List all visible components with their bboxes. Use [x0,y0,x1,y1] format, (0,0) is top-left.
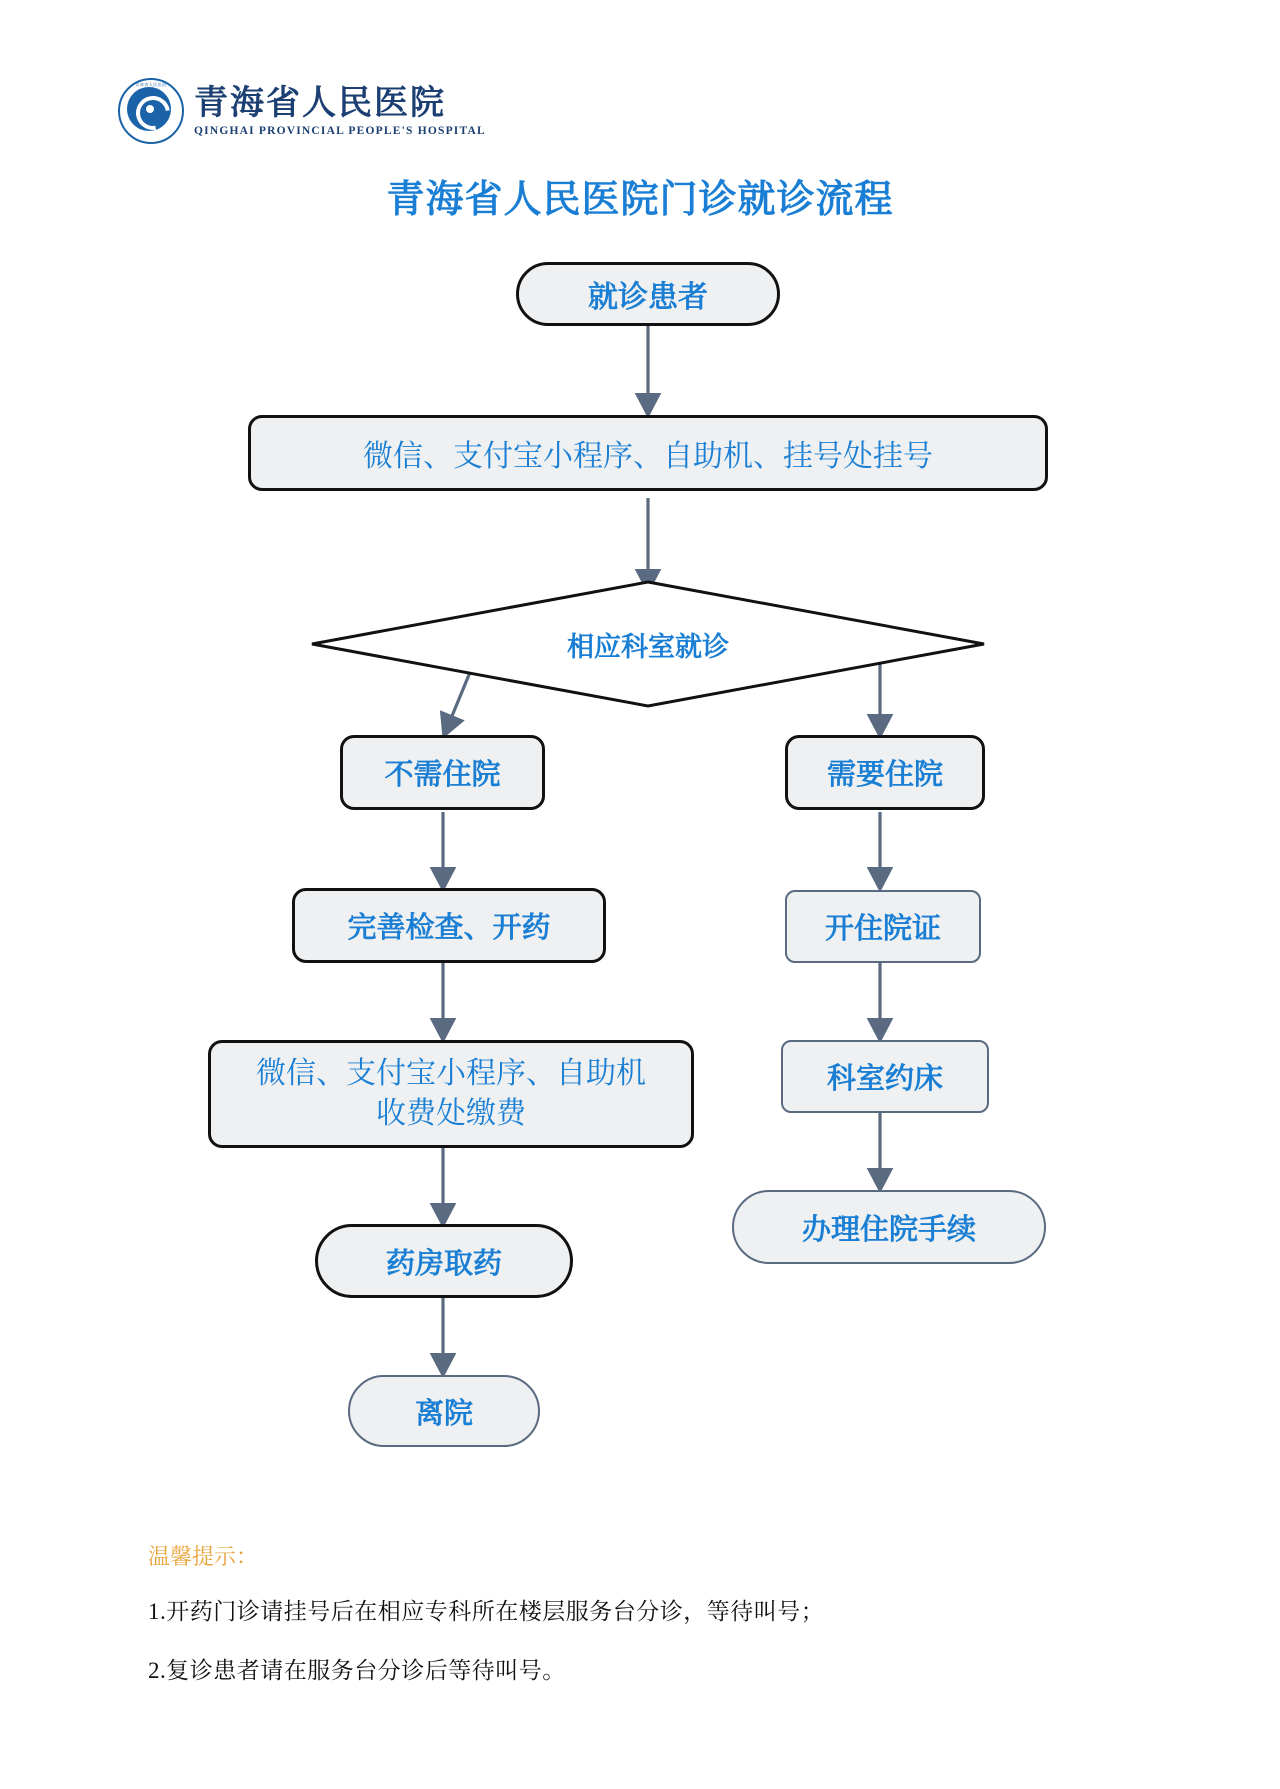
flow-node-label: 相应科室就诊 [567,631,729,662]
flow-node-label: 开住院证 [824,913,941,945]
flow-node-admission-procedure[interactable] [732,1190,1046,1264]
page-title: 青海省人民医院门诊就诊流程 [386,179,894,221]
flow-node-label: 药房取药 [385,1247,502,1280]
flow-node-label: 离院 [414,1397,473,1430]
flow-node-exam[interactable] [292,888,606,963]
flow-node-label: 不需住院 [384,759,501,791]
note-line-2: 2.复诊患者请在服务台分诊后等待叫号。 [148,1658,566,1683]
flow-node-patient[interactable] [516,262,780,326]
flow-node-label: 微信、支付宝小程序、自助机、挂号处挂号 [363,440,933,473]
flow-node-need-admit[interactable] [785,735,985,810]
flow-node-label: 完善检查、开药 [347,912,551,944]
flow-node-register[interactable] [248,415,1048,491]
flow-node-label-line2: 收费处缴费 [376,1097,526,1130]
flow-node-label: 就诊患者 [588,281,708,314]
hospital-name-en: QINGHAI PROVINCIAL PEOPLE'S HOSPITAL [194,125,486,138]
note-line-1: 1.开药门诊请挂号后在相应专科所在楼层服务台分诊，等待叫号； [148,1599,825,1624]
notes-section [148,1540,1148,1711]
flow-node-no-admit[interactable] [340,735,545,810]
flow-node-payment[interactable] [208,1040,694,1148]
flow-node-label: 需要住院 [826,759,943,791]
flow-node-label: 科室约床 [826,1063,943,1095]
flow-node-admission-certificate[interactable] [785,890,981,963]
hospital-name-cn: 青海省人民医院 [194,84,446,122]
flow-node-department[interactable] [310,580,986,708]
flow-node-label-line1: 微信、支付宝小程序、自助机 [256,1056,646,1090]
flow-node-bed-booking[interactable] [781,1040,989,1113]
flow-node-label: 办理住院手续 [801,1213,976,1246]
notes-title: 温馨提示： [148,1544,259,1569]
logo-micro-text: 青海省人民医院 [135,82,167,87]
flow-node-leave[interactable] [348,1375,540,1447]
flow-node-pharmacy[interactable] [315,1224,573,1298]
